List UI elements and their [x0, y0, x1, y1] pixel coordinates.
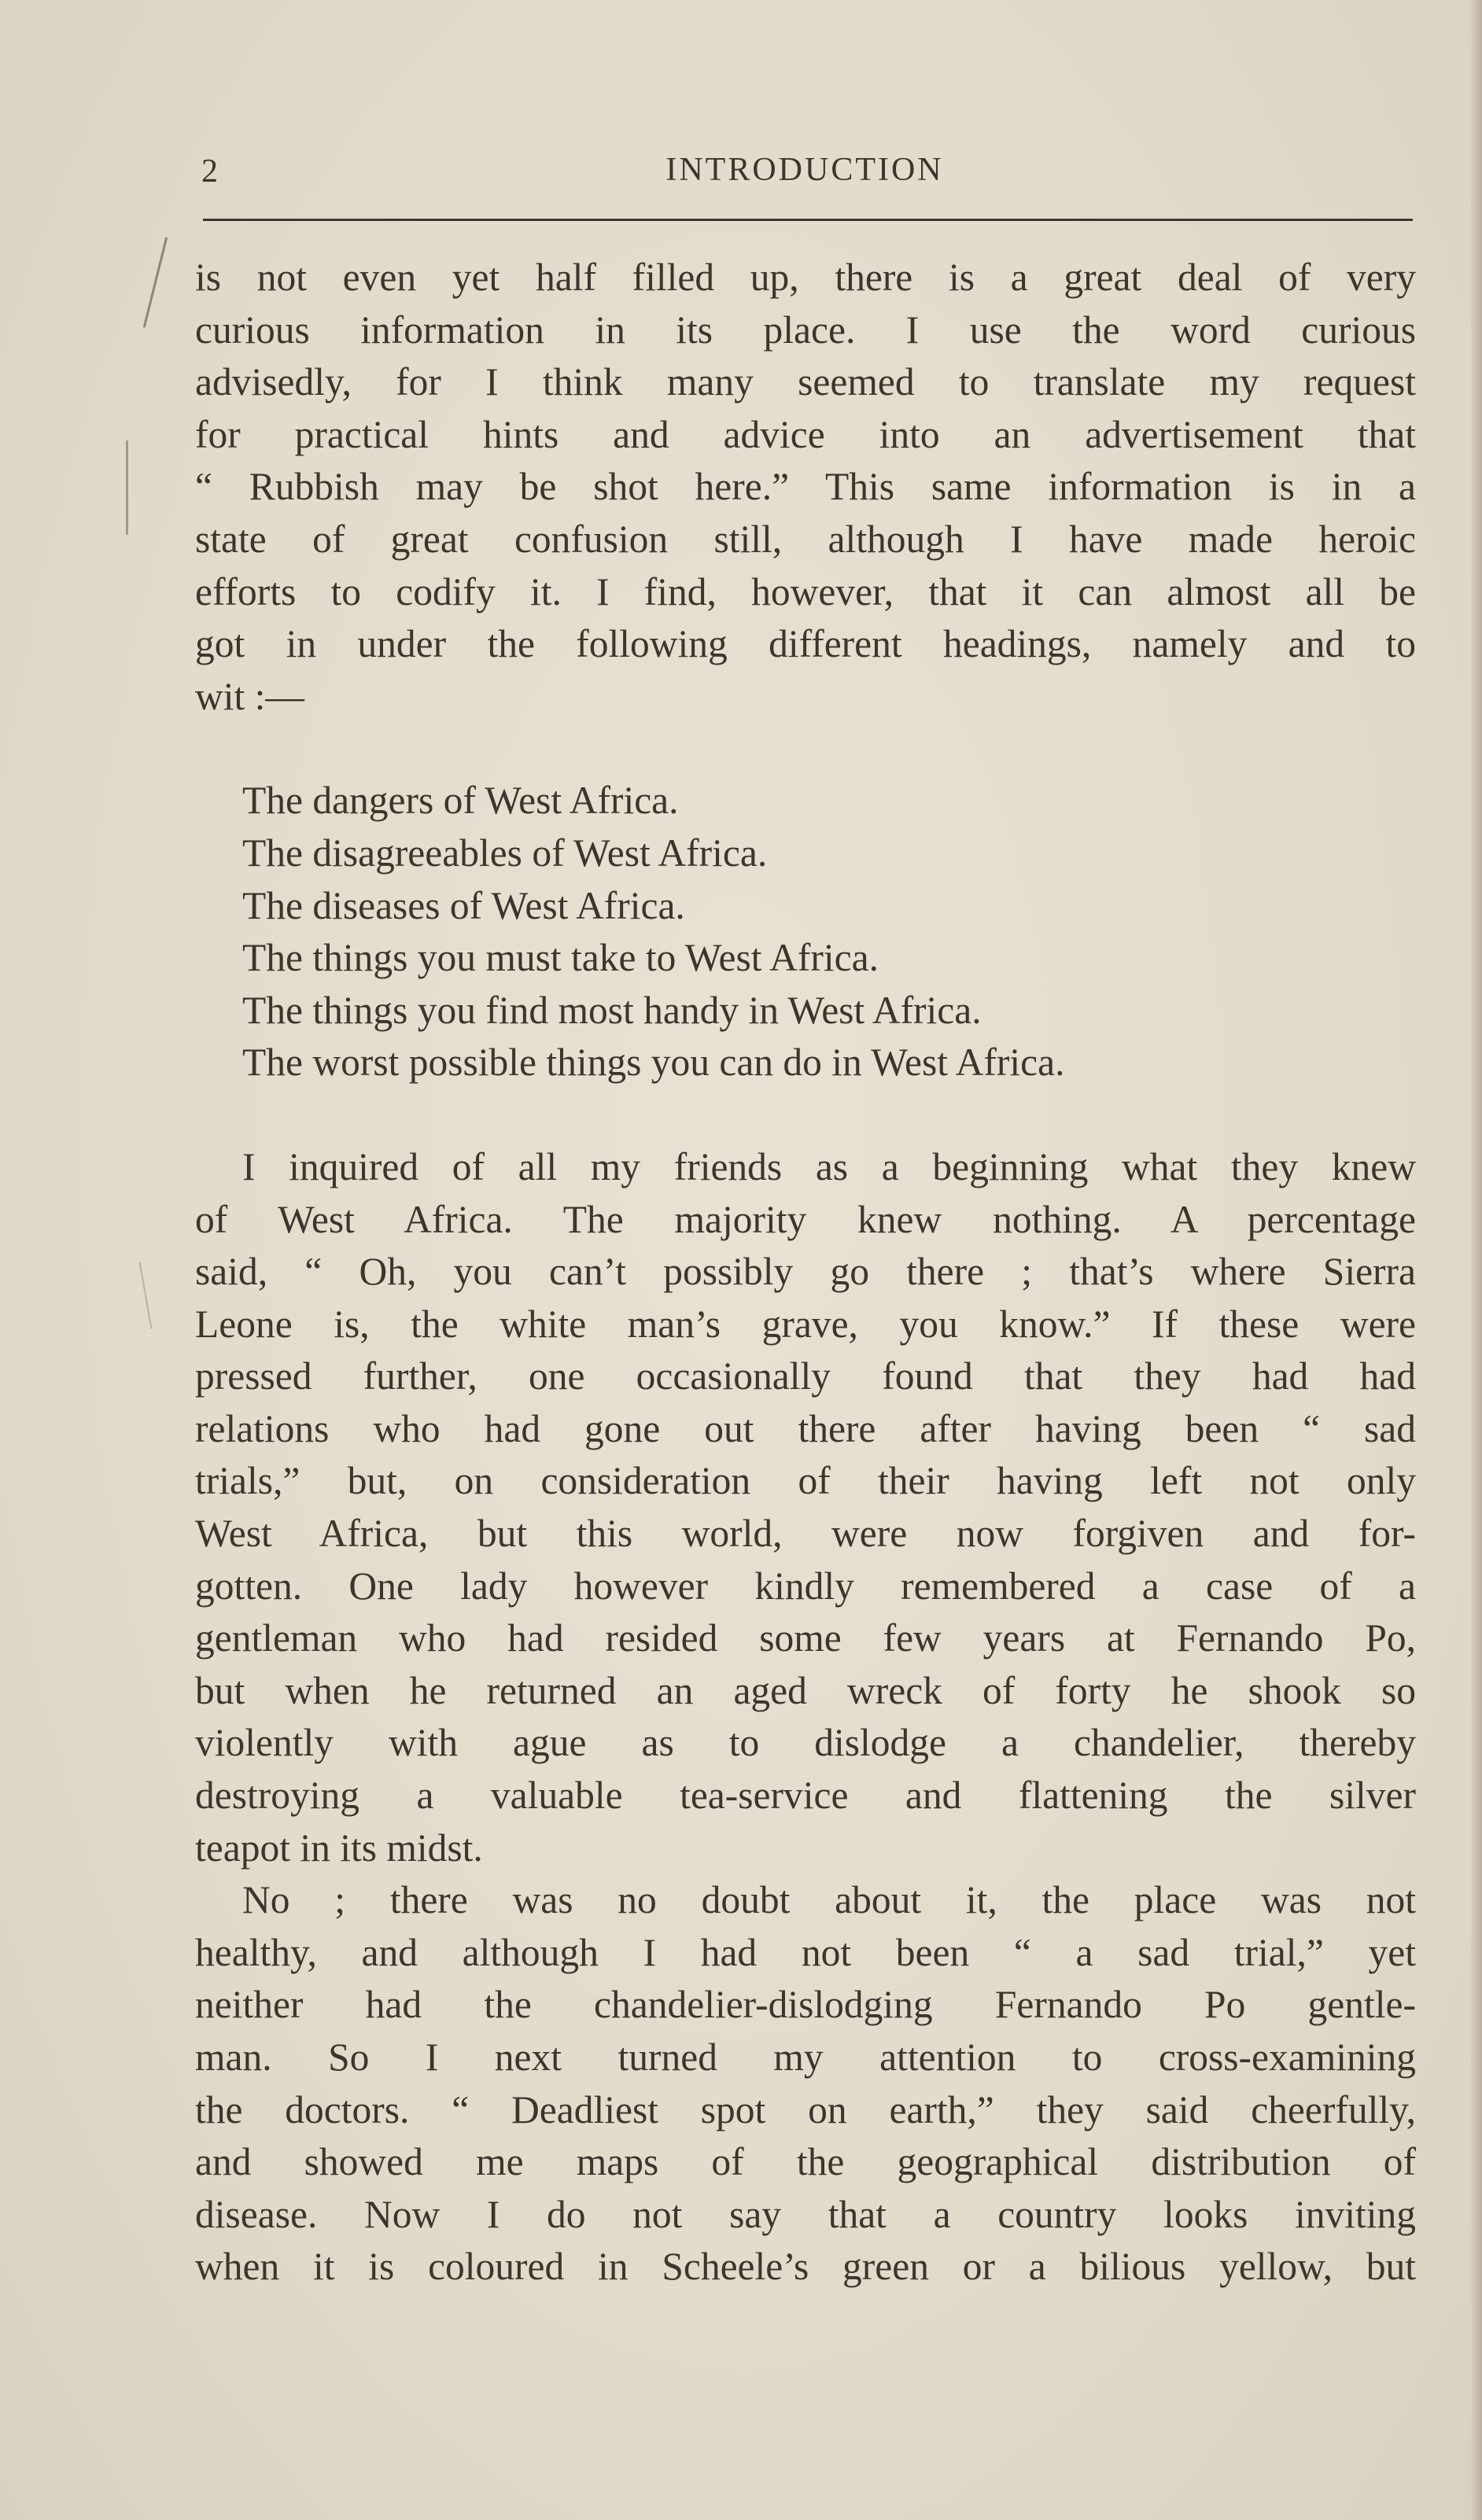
page-edge-shadow: [1471, 0, 1482, 2520]
text-line: wit :—: [195, 674, 304, 718]
text-line: trials,” but, on consideration of their having left not only: [195, 1459, 1416, 1503]
list-item: The worst possible things you can do in West Africa.: [242, 1041, 1065, 1085]
running-title: INTRODUCTION: [665, 152, 944, 188]
list-item: The disagreeables of West Africa.: [242, 831, 768, 875]
list-item: The things you must take to West Africa.: [242, 936, 879, 980]
text-line: got in under the following different headings, namely and to: [195, 622, 1416, 666]
running-head: [195, 146, 1414, 201]
text-line: destroying a valuable tea-service and flattening the silver: [195, 1774, 1416, 1818]
list-item: The things you find most handy in West Africa.: [242, 988, 982, 1032]
text-line: efforts to codify it. I find, however, that it can almost all be: [195, 569, 1416, 613]
text-line: curious information in its place. I use the word curious: [195, 308, 1416, 352]
text-line: disease. Now I do not say that a country looks inviting: [195, 2192, 1416, 2236]
text-line: Leone is, the white man’s grave, you know.” If these were: [195, 1302, 1416, 1346]
text-line: healthy, and although I had not been “ a sad trial,” yet: [195, 1930, 1416, 1974]
text-line: “ Rubbish may be shot here.” This same information is in a: [195, 465, 1416, 509]
text-line: the doctors. “ Deadliest spot on earth,” they said cheerfully,: [195, 2087, 1416, 2131]
paragraph-3: [195, 1874, 1416, 2293]
margin-pencil-mark: [139, 1262, 153, 1328]
text-line: West Africa, but this world, were now forgiven and for-: [195, 1512, 1416, 1556]
text-line: I inquired of all my friends as a beginning what they knew: [242, 1144, 1416, 1188]
margin-pencil-mark: [126, 440, 128, 535]
page-number: 2: [201, 153, 219, 190]
paragraph-1: [195, 252, 1416, 723]
text-line: relations who had gone out there after having been “ sad: [195, 1406, 1416, 1450]
list-item: The dangers of West Africa.: [242, 779, 679, 823]
header-rule: [203, 219, 1413, 221]
text-line: teapot in its midst.: [195, 1826, 483, 1870]
paragraph-2: [195, 1141, 1416, 1874]
text-line: man. So I next turned my attention to cross-examining: [195, 2036, 1416, 2079]
headings-list: [242, 775, 1416, 1089]
text-line: state of great confusion still, although I have made heroic: [195, 517, 1416, 561]
text-line: No ; there was no doubt about it, the place was not: [242, 1878, 1416, 1922]
text-line: gotten. One lady however kindly remembered a case of a: [195, 1564, 1416, 1608]
text-line: for practical hints and advice into an advertisement that: [195, 412, 1416, 456]
text-line: violently with ague as to dislodge a chandelier, thereby: [195, 1721, 1416, 1765]
text-line: is not even yet half filled up, there is a great deal of very: [195, 256, 1416, 299]
margin-pencil-mark: [143, 237, 168, 327]
text-line: said, “ Oh, you can’t possibly go there ; that’s where Sierra: [195, 1250, 1416, 1294]
list-item: The diseases of West Africa.: [242, 883, 685, 927]
text-line: when it is coloured in Scheele’s green or a bilious yellow, but: [195, 2245, 1416, 2289]
text-line: and showed me maps of the geographical distribution of: [195, 2140, 1416, 2184]
text-line: pressed further, one occasionally found that they had had: [195, 1354, 1416, 1398]
text-line: of West Africa. The majority knew nothing. A percentage: [195, 1197, 1416, 1241]
text-line: neither had the chandelier-dislodging Fernando Po gentle-: [195, 1983, 1416, 2027]
text-line: advisedly, for I think many seemed to translate my request: [195, 360, 1416, 404]
text-line: gentleman who had resided some few years at Fernando Po,: [195, 1616, 1416, 1660]
body-text: [195, 252, 1416, 2293]
text-line: but when he returned an aged wreck of forty he shook so: [195, 1668, 1416, 1712]
